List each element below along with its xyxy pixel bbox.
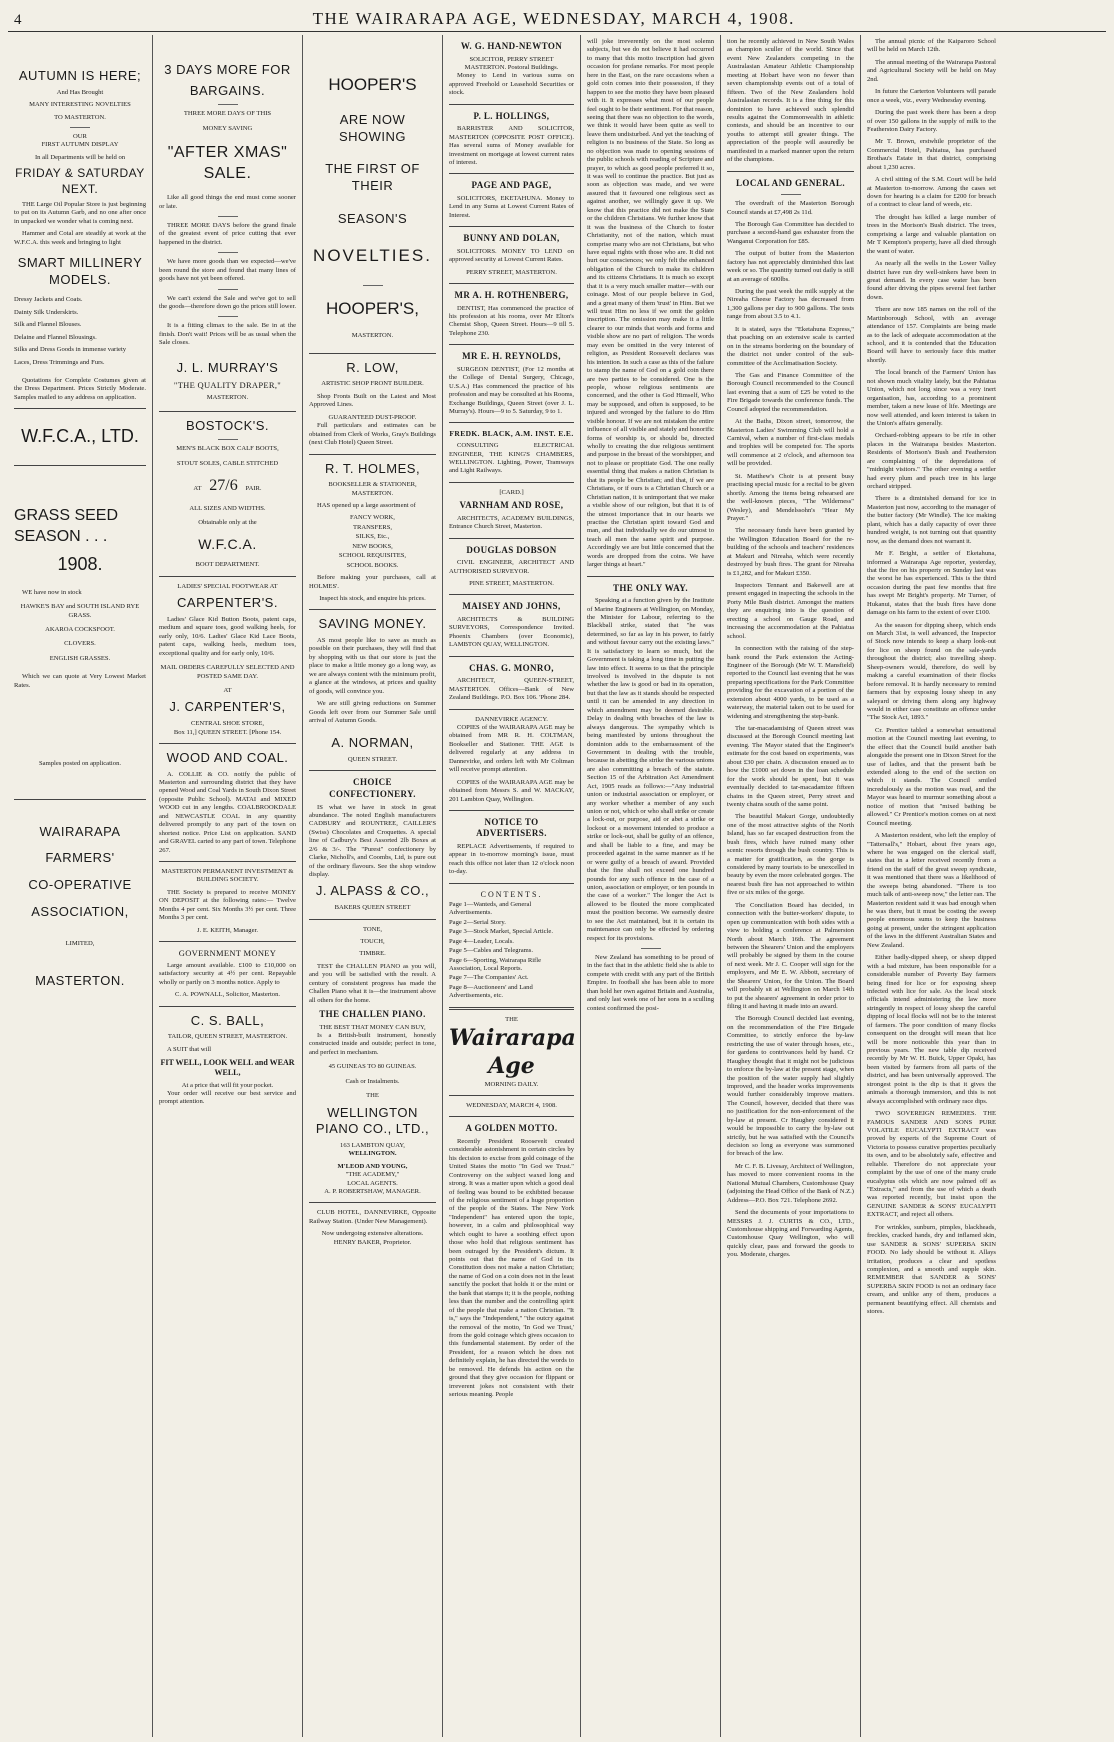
text-line: DANNEVIRKE AGENCY. (475, 715, 548, 723)
list-item: SCHOOL BOOKS. (346, 561, 399, 569)
divider (218, 252, 238, 253)
paragraph: We have more goods than we expected—we've been round the store and found that many lines of goods have not yet been offered. (159, 258, 296, 283)
holmes-items (309, 514, 436, 570)
maisey-heading: MAISEY AND JOHNS, (462, 601, 561, 612)
text-line: PINE STREET, MASTERTON. (469, 580, 554, 588)
holmes-heading: R. T. HOLMES, (324, 460, 421, 476)
monro-heading: CHAS. G. MONRO, (469, 662, 554, 673)
text-line: [CARD.] (499, 488, 524, 496)
news-paragraph: As the season for dipping sheep, which ends on March 31st, is well advanced, the Inspector of Stock now intends to keep a sharp look-out for lice on sheep found on the sale-yards throughout the district; also travelling sheep. Sheep-owners would, therefore, do well by making a careful examination of their flocks before removal. It is hardly necessary to remind farmers that by exposing lousy sheep in any saleyard or driving them along any highway would in either case constitute an offence under "The Stock Act, 1893." (867, 621, 996, 722)
news-paragraph: The Borough Council decided last evening, on the recommendation of the Fire Brigade Committee, to strictly enforce the by-law restricting the use of water through hoses, etc., for gardens to contrivances held by hand. Cr Haughey thought that it might not be judicious to enforce the by-law at the present stage, when the position of the water supply had slightly improved, and the header works improvements would further considerably improve matters. The Council, however, decided that there was no justification for the non-enforcement of the by-law at present. Cr Haughey considered it would be impossible to carry the by-law out strictly, but he was satisfied with the Council's decision so long as everyone was summoned for breach of the law. (727, 1015, 854, 1158)
divider (449, 656, 574, 657)
paragraph: will joke irreverently on the most solemn subjects, but we do not believe it had occurred to many that this motto inscription had given occasion for profane remarks. For most people here in the East, on the rare occasions when a gold coin comes into their possession, if they happen to see the motto they have been pleased with it. It expresses what most of our people feel ought to be their sentiment. For that reason, seeing that there was no objection to the words, we think it would have been quite as well to leave them undisturbed. And yet the teaching of religion is no business of the State. So long as no objection was made to opening sessions of the public schools with reading of Scripture and prayer, to which as good people preferred it so, it was well to continue the practice. But just as soon as objection was made, and we were assured that it favoured one religious sect as against another, we willingly gave it up. We know that this practice did not make the State or the children Christians. We further know that it was the business of the Church to foster Christianity, not of the nation, which must comprise many who are not Christians, but who have equal rights with those who are. It did not hurt our consciences; we only felt the enhanced obligation of the Church to make its children and its citizens Christians. It is much so except that it is a very much smaller matter—with our coinage. Most of our people believe in God, and a great many of them 'trust' in Him. But we will trust Him no less if we omit the golden inscription. The omission may make it a little clearer to our minds that words and forms and visible show are no part of religion. The words may even be omitted in the very interest of religion, as President Roosevelt declares was his intention. In such a case as this of the failure to stamp the name of God on a gold coin there are two parties to be considered. One is the people, whose religious sentiments are concerned, and the other is God Himself, Who may be supposed, and often is supposed, to be injured and wronged by the failure to do Him visible honour. If we are not mistaken the entire influence of all visible and stately and honorific forms of worship is, or should be, directed wholly to creating the due religious sentiment and purpose in the breast of the worshipper, and not to please or propitiate God. The one really essential thing that makes a nation Christian is that its people be Christian; and that, if we are Christians, or if ours is a Christian Church or a Christian nation, it is unimportant that we make a visible show of our religion, but that it is of the utmost importance that in our hearts we practise the Christian spirit toward God and man, and that individually we do our utmost to teach all men the same spirit and purpose. Accordingly we are but little concerned that the words are dropped from the coins. We have larger things at heart." (587, 38, 714, 569)
paragraph: Shop Fronts Built on the Latest and Most Approved Lines. (309, 392, 436, 409)
notice-heading: NOTICE TO ADVERTISERS. (476, 816, 547, 839)
text-line: MASTERTON PERMANENT INVESTMENT & BUILDING SOCIETY. (161, 867, 294, 884)
paragraph: A. COLLIE & CO. notify the public of Masterton and surrounding district that they have opened Wood and Coal Yards in South Dixon Street (opposite Public School). MATAI and MIXED WOOD cut in any lengths. COALBROOKDALE and NEWCASTLE COAL in any quantity delivered promptly to any part of the town on shortest notice. Price List on application. SAND and GRAVEL carted to any part of town. Telephone 267. (159, 770, 296, 854)
paragraph: Like all good things the end must come sooner or late. (159, 194, 296, 210)
sale-heading: 3 DAYS MORE FOR (164, 62, 291, 77)
text-line: BOOT DEPARTMENT. (195, 561, 260, 569)
text-line: MORNING DAILY. (484, 1080, 539, 1088)
paragraph: ARCHITECTS & BUILDING SURVEYORS, Correspondence Invited. Phoenix Chambers (over Economic), LAMBTON QUAY, WELLINGTON. (449, 615, 574, 649)
paragraph: Is a British-built instrument, honestly constructed inside and outside; perfect in tone, and perfect in mechanism. (309, 1031, 436, 1056)
text-line: J. E. KEITH, Manager. (197, 926, 258, 934)
divider (159, 1006, 296, 1007)
text-line: WAIRARAPA (39, 823, 121, 839)
text-line: A. P. ROBERTSHAW, MANAGER. (324, 1188, 421, 1196)
news-paragraph: The Gas and Finance Committee of the Borough Council recommended to the Council last evening that a sum of £25 be voted to the Fire Brigade towards the conference funds. The Council adopted the recommendation. (727, 371, 854, 413)
xmas-sale-heading: "AFTER XMAS" SALE. (167, 144, 288, 182)
hollings-heading: P. L. HOLLINGS, (473, 110, 550, 121)
text-line: FIRST AUTUMN DISPLAY (41, 141, 119, 149)
text-line: Cash or Instalments. (345, 1077, 400, 1085)
paragraph: COPIES of the WAIRARAPA AGE may be obtained from MR R. H. COLTMAN, Bookseller and Stationer. THE AGE is delivered regularly at any address in Dannevirke, and orders left with Mr Coltman will receive prompt attention. (449, 724, 574, 774)
news-paragraph: In future the Carterton Volunteers will parade once a week, viz., every Wednesday evening. (867, 88, 996, 104)
text-line: BOOKSELLER & STATIONER, MASTERTON. (328, 481, 417, 497)
news-paragraph: At the Baths, Dixon street, tomorrow, the Masterton Ladies' Swimming Club will hold a Carnival, when a number of first-class medals and trophies will be competed for. The sports will commence at 2 o'clock, and afternoon tea will be provided. (727, 418, 854, 468)
page-number: 4 (14, 12, 22, 28)
text-line: ALL SIZES AND WIDTHS. (189, 504, 266, 512)
text-line: THE FIRST OF THEIR (325, 161, 420, 193)
paragraph: Which we can quote at Very Lowest Market Rates. (14, 673, 146, 689)
column-4 (443, 35, 581, 1737)
text-line: THE BEST THAT MONEY CAN BUY, (319, 1023, 426, 1031)
text-line: STOUT SOLES, CABLE STITCHED (176, 459, 279, 467)
divider (449, 709, 574, 710)
paragraph: Speaking at a function given by the Institute of Marine Engineers at Wellington, on Monday, the Minister for Labour, referring to the Blackball strike, stated that "he was determined, so far as lay in his power, to fairly and without favour carry out the existing laws." It is satisfactory to learn so much, but the Government is taking a long time in putting the law into effect. It seems to us that the principle involved is involved in the dispute is not whether the law is good or bad in its operation, but that the law as it stands should be respected until it can be amended in any direction in which amendment may be deemed desirable. Delay in dealing with breaches of the law is always dangerous. The sympathy which is being manifested by unions throughout the dominion adds to the embarrassment of the Government in dealing with the trouble, because in abetting the strike the various unions are also committing a breach of the statute. Section 15 of the Arbitration Act Amendment Act, 1905 reads as follows:—"Any industrial union or industrial association or employer, or any worker whether a member of any such union or not, which or who shall strike or create a lock-out, or purpose, aid or abet a strike or lockout or a movement intended to produce a strike or lock-out, shall be guilty of an offence, and shall be liable to a fine, and may be proceeded against in the same manner as if he or were guilty of a breach of award. Provided that the fine shall not exceed one hundred pounds for any such offence in the case of a union, association or employer, or ten pounds in the case of a worker." The longer the Act is allowed to be flouted the more complicated must the position become. We earnestly desire to see the Act maintained, but it is certain its maintenance can only be effected by ordering respect for its provisions. (587, 597, 715, 942)
list-item: Dainty Silk Underskirts. (14, 308, 79, 316)
text-line: NOVELTIES. (313, 246, 432, 266)
text-line: MASTERTON. (35, 972, 125, 988)
carpenters-heading: CARPENTER'S. (177, 595, 278, 611)
divider (781, 194, 801, 195)
paragraph: ARCHITECTS, ACADEMY BUILDINGS, Entrance Church Street, Masterton. (449, 514, 574, 531)
local-general-heading: LOCAL AND GENERAL. (736, 177, 845, 188)
paragraph: REPLACE Advertisements, if required to appear in to-morrow morning's issue, must reach this office not later than 12 o'clock noon to-day. (449, 842, 574, 876)
news-paragraphs (867, 38, 996, 1317)
news-paragraph: Either badly-dipped sheep, or sheep dipped with a bad mixture, has been responsible for a considerable number of Poverty Bay farmers being fined for lice or for exposing sheep infected with lice for sale. As the local stock officials intend administering the law more stringently in respect of lousy sheep the careful dipping of local flocks will not be to the interest of farmers. The poor condition of many flocks consequent on the drought will mean that lice will be more noticeable this year than in previous years. The new table dip received recently by Mr W. H. Buick, Upper Opaki, has been visited by farmers from all parts of the district, and has been universally approved. The strongest point is the dip is that it gives the animals a thorough immersion, and this is not always accomplished with ordinary race dips. (867, 954, 996, 1105)
sale-heading: BARGAINS. (189, 82, 266, 98)
list-item: Dressy Jackets and Coats. (14, 296, 83, 304)
paragraph: Quotations for Complete Costumes given at the Dress Department. Prices Strictly Moderate. Samples mailed to any address on application. (14, 377, 146, 401)
text-line: AT (223, 687, 232, 694)
divider (363, 285, 383, 286)
text-line: MASTERTON. (206, 394, 249, 402)
paragraph: IS what we have in stock in great abundance. The noted English manufacturers CADBURY and ROUNTREE, CAILLER'S (Swiss) Chocolates and Croquettes. A special line of Cadbury's Best Assorted 2lb Boxes at 2/6 & 3/-. The "Purest" confectionery by Clarke, Nicholl's, and Coombs, Ltd, is pure out of the ordinary flavours. See the shop window display. (309, 803, 436, 878)
newspaper-nameplate: Wairarapa Age (449, 1025, 576, 1080)
divider (449, 173, 574, 174)
column-1 (8, 35, 153, 1737)
columns (8, 35, 1106, 1737)
divider (449, 283, 574, 284)
item-list (14, 296, 146, 367)
list-item: NEW BOOKS, (352, 542, 393, 550)
text-line: TO MASTERTON. (54, 113, 106, 121)
divider (218, 439, 238, 440)
text-line: ARTISTIC SHOP FRONT BUILDER. (321, 380, 424, 388)
paragraph: WE have now in stock (22, 588, 82, 596)
text-line: CO-OPERATIVE (28, 876, 132, 892)
text-line: MONEY SAVING (202, 124, 253, 132)
list-item: Silks and Dress Goods in immense variety (14, 346, 127, 354)
text-line: PAIR. (245, 485, 262, 493)
text-line: LIMITED, (65, 940, 95, 948)
rothenberg-heading: MR A. H. ROTHENBERG, (454, 290, 569, 301)
news-paragraph: During the past week there has been a drop of over 150 gallons in the supply of milk to the Featherston Dairy Factory. (867, 109, 996, 133)
paragraph: New Zealand has something to be proud of in the fact that in the athletic field she is able to compete with credit with any part of the British Empire. In football she has been able to more than hold her own against Britain and Australia, and only last week one of her sons in a sculling contest confirmed the posi- (587, 954, 714, 1012)
divider (218, 216, 238, 217)
column-3 (303, 35, 443, 1737)
text-line: AT (193, 485, 202, 493)
list-item: Page 4—Leader, Locals. (449, 937, 514, 945)
divider (449, 538, 574, 539)
text-line: HENRY BAKER, Proprietor. (333, 1238, 412, 1246)
text-line: 45 GUINEAS TO 80 GUINEAS. (328, 1063, 417, 1071)
news-paragraph: For wrinkles, sunburn, pimples, blackheads, freckles, cracked hands, dry and inflamed skin, use SANDER & SONS' SUPERBA SKIN FOOD. No lady should be without it. Allays irritation, produces a clear and spotless complexion, and a smooth and supple skin. REMEMBER that SANDER & SONS' SUPERBA SKIN FOOD is not an ordinary face cream, and unlike any of them, produces a permanent beautifying effect. All chemists and stores. (867, 1223, 996, 1316)
divider (309, 353, 436, 354)
text-line: PERRY STREET, MASTERTON. (466, 268, 557, 276)
paragraph: THE Large Oil Popular Store is just beginning to put on its Autumn Garb, and no one after once in unpacked we wonder what is coming next. (14, 200, 146, 225)
farmers-block (14, 824, 146, 921)
text-line: HOOPER'S, (326, 299, 419, 319)
paragraph: BARRISTER AND SOLICITOR, MASTERTON (OPPOSITE POST OFFICE). Has several sums of Money available for investment on mortgage at lowest current rates of interest. (449, 125, 574, 166)
divider (14, 799, 146, 800)
text-line: Obtainable only at the (198, 519, 257, 527)
paragraph: CLUB HOTEL, DANNEVIRKE, Opposite Railway Station. (Under New Management). (309, 1209, 436, 1225)
challen-heading: THE CHALLEN PIANO. (319, 1009, 426, 1019)
list-item: Page 2—Serial Story. (449, 918, 506, 926)
paragraph: It is a fitting climax to the sale. Be in at the finish. Don't wait! Prices will be as usual when the Sale closes. (159, 322, 296, 347)
divider (309, 919, 436, 920)
text-line: THREE MORE DAYS OF THIS (183, 110, 272, 118)
contents-list (449, 901, 574, 1001)
text-line: TAILOR, QUEEN STREET, MASTERTON. (167, 1033, 288, 1041)
news-paragraph: The necessary funds have been granted by the Wellington Education Board for the re-building of the schools and teachers' residences at Makuri and Nireaha, which were recently destroyed by bush fires. The grant for Nireaha is £1,282, and for Makuri £350. (727, 527, 854, 577)
paragraph: Your order will receive our best service and prompt attention. (159, 1090, 296, 1106)
news-paragraph: The drought has killed a large number of trees in the Morison's Bush district. The trees, comprising a large and valuable plantation on Mr T Kempton's property, have all died through the want of water. (867, 213, 996, 255)
divider (727, 171, 854, 172)
divider (449, 1007, 574, 1010)
news-paragraph: Mr F. Bright, a settler of Eketahuna, informed a Wairarapa Age reporter, yesterday, that the fire on his property on Sunday last was the worst he has experienced. This is the third occasion during the past few months that fire has swept Mr Bright's property. Mr Turner, of Hukanui, states that the bush fires have done damage on his farm to the extent of over £100. (867, 550, 996, 617)
text-line: LOCAL AGENTS. (347, 1179, 398, 1187)
paragraph: tion he recently achieved in New South Wales as champion sculler of the world. Since that event New Zealanders competing in the Australasian Amateur Athletic Championship meeting at Hobart have won no fewer than seven championship events out of a total of fifteen. Two of the New Zealanders hold Australasian records. It is a fine thing for this dominion to have achieved such splendid results against the Commonwealth in athletic contests, and should be an incentive to our youths to attempt still greater things. The appreciation of the people will assuredly be manifested in a marked manner upon the return of the champions. (727, 38, 854, 164)
text-line: ARE NOW SHOWING (338, 112, 407, 144)
news-paragraph: In connection with the raising of the step-bank round the Park extension the Acting-Engineer of the Borough (Mr W. T. Mansfield) reported to the Council last evening that he was preparing specifications for the Park Committee providing for the excavation of a portion of the extension about 4000 yards, to be used as a waterway, the material taken out to be used for widening and strengthening the step-bank. (727, 645, 854, 720)
divider (159, 941, 296, 942)
column-5 (581, 35, 721, 1737)
wfca-heading: W.F.C.A., LTD. (21, 426, 139, 447)
text-line: "THE QUALITY DRAPER," (173, 380, 282, 391)
text-line: CLOVERS. (64, 640, 96, 648)
news-paragraph: The tar-macadamising of Queen street was discussed at the Borough Council meeting last evening. The Mayor stated that the Engineer's estimate for the cost based on experiments, was about £30 per chain. A discussion ensued as to how the £1000 set down in the loan schedule for the work should be spent, but it was eventually decided to tar-macadamize fifteen chains in the Queen street, Perry street and twenty chains south of the same point. (727, 725, 854, 808)
choice-heading: CHOICE CONFECTIONERY. (329, 777, 416, 799)
text-line: M'LEOD AND YOUNG, (337, 1162, 408, 1170)
news-paragraph: The Borough Gas Committee has decided to purchase a second-hand gas exhauster from the Wanganui Corporation for £85. (727, 220, 854, 245)
local-news-list (727, 200, 854, 1260)
news-paragraph: During the past week the milk supply at the Nireaha Cheese Factory has decreased from 1,300 gallons per day to 900 gallons. The tests range from about 3.5 to 4.1. (727, 288, 854, 321)
text-line: ENGLISH GRASSES. (49, 654, 111, 662)
newton-heading: W. G. HAND-NEWTON (460, 41, 563, 51)
paragraph: We are still giving reductions on Summer Goods left over from our Summer Sale until arrival of Autumn Goods. (309, 700, 436, 724)
text-line: 163 LAMBTON QUAY, (340, 1141, 405, 1149)
divider (449, 810, 574, 811)
divider (641, 948, 661, 949)
paragraph: Money to Lend in various sums on approved Freehold or Leasehold Securities or stock. (449, 72, 574, 97)
grass-heading: GRASS SEED SEASON . . . (14, 506, 119, 545)
divider (218, 104, 238, 105)
text-line: J. CARPENTER'S, (169, 699, 286, 715)
norman-heading: A. NORMAN, (331, 735, 414, 751)
list-item: FANCY WORK, (350, 514, 395, 522)
divider (449, 226, 574, 227)
divider (449, 482, 574, 483)
text-line: GOVERNMENT MONEY (178, 948, 277, 958)
divider (309, 1202, 436, 1203)
list-item: TRANSFERS, (352, 523, 393, 531)
paragraph: THREE MORE DAYS before the grand finale of the greatest event of price cutting that ever happened in the district. (159, 221, 296, 246)
text-line: OUR (73, 132, 87, 140)
text-line: TOUCH, (360, 937, 385, 945)
paragraph: CONSULTING ELECTRICAL ENGINEER, THE KING'S CHAMBERS, WELLINGTON. Lighting, Power, Tramways and Light Railways. (449, 442, 574, 475)
list-item: SCHOOL REQUISITES, (338, 552, 407, 560)
news-paragraph: Cr. Prentice tabled a somewhat sensational motion at the Council meeting last evening, to the effect that the Council build another bath alongside the present one in Dixon Street for the use of ladies, and that the present bath be extended along to the end of the section on which it stands. The Council smiled incredulously as the motion was read, and the Mayor was heard to murmur something about a notice of motion that "mixed bathing be allowed." Cr Prentice's motion comes on at next Council meeting. (867, 726, 996, 827)
alpass-heading: J. ALPASS & CO., (315, 883, 430, 899)
millinery-heading: SMART MILLINERY MODELS. (17, 255, 143, 287)
paragraph: We can't extend the Sale and we've got to sell the goods—therefore down go the prices still lower. (159, 294, 296, 310)
paragraph: Recently President Roosevelt created considerable astonishment in certain circles by his decision to excise from gold coinage of the United States the motto "In God we Trust." Controversy on the subject waxed long and strong. It was a matter upon which a good deal of feeling was bound to be exhibited because of the religious sentiment of a huge proportion of the people of the States. The New York "Independent" has entered upon the topic, however, in a calm and philosophical way which ought to have a soothing effect upon those who hold that religious sentiment has been outraged by the President's dictum. It points out that the name of God in its Constitution does not make a nation Christian; the name of God on a coin does not in the least sanctify the pocket that holds it or the mint or the bank that stamps it; it is the people, nothing less than the number and the controlling spirit of the people that make a nation Christian. "It is," says the "Independent," "the outcry against the removal of the motto, 'In God we Trust,' from the gold coinage which gives occasion to this fundamental statement. By order of the President, for a reason which he does not definitely explain, he has directed the words to be removed. He defends his action on the ground that they give occasion for flippant or irreverent jokes not consistent with their serious meaning. People (449, 1137, 574, 1399)
ball-heading: C. S. BALL, (190, 1012, 265, 1028)
text-line: WELLINGTON. (348, 1150, 397, 1158)
text-line: C. A. POWNALL, Solicitor, Masterton. (174, 991, 281, 999)
murray-heading: J. L. MURRAY'S (176, 359, 279, 375)
news-paragraph: The local branch of the Farmers' Union has not shown much vitality lately, but the Pahiatua Union, which not long since was a very inert organisation, has, according to a prominent member, taken a new lease of life. Meetings are now well attended, and keen interest is taken in the Union's affairs generally. (867, 369, 996, 427)
text-line: TIMBRE. (359, 950, 386, 958)
bunny-heading: BUNNY AND DOLAN, (463, 233, 560, 244)
text-line: FIT WELL, LOOK WELL and WEAR WELL, (160, 1058, 295, 1078)
paragraph: THE Society is prepared to receive MONEY ON DEPOSIT at the following rates:— Twelve Months 4 per cent. Six Months 3½ per cent. Three Months 3 per cent. (159, 888, 296, 922)
divider (159, 861, 296, 862)
paragraph: DENTIST, Has commenced the practice of his profession at his rooms, over Mr Elton's Chemist Shop, Queen Street. Hours—9 till 5. Telephone 230. (449, 304, 574, 337)
paragraph: CIVIL ENGINEER, ARCHITECT AND AUTHORISED SURVEYOR. (449, 559, 574, 575)
text-line: FARMERS' (45, 850, 115, 866)
text-line: LADIES' SPECIAL FOOTWEAR AT (177, 582, 278, 590)
divider (14, 465, 146, 466)
news-paragraph: The annual picnic of the Kaiparoro School will be held on March 12th. (867, 38, 996, 54)
news-paragraph: There is a diminished demand for ice in Masterton just now, according to the manager of the butter factory (Mr Windle). The ice making plant, which has a daily capacity of over three hundred weight, is not turning out that quantity now, as the demand does not warrant it. (867, 495, 996, 545)
news-paragraph: A Masterton resident, who left the employ of "Tattersall's," Hobart, about five years ago, where he was engaged on the clerical staff, states that in a letter received recently from a friend on the staff of the great sweep syndicate, it was mentioned that there was a likelihood of the sweeps being abandoned. "There is too much talk of anti-sweep now," the letter ran. The Masterton resident said it was bad enough when he was there, but it must be costing the sweep people enormous sums to keep the business going at present, under the stringent application of the laws in the different Australian States and New Zealand. (867, 832, 996, 949)
saving-heading: SAVING MONEY. (318, 616, 427, 632)
news-paragraph: St. Matthew's Choir is at present busy practising special music for a recital to be given shortly. Among the items being rehearsed are the well-known pieces, "The Wilderness" (Wesley), and Mendelssohn's "Hear My Prayer." (727, 472, 854, 522)
text-line: MASTERTON. (351, 332, 394, 340)
divider (449, 1116, 574, 1117)
divider (218, 289, 238, 290)
paragraph: A SUIT that will (167, 1045, 212, 1053)
divider (587, 576, 714, 577)
paragraph: Hammer and Cotal are steadily at work at the W.F.C.A. this week and bringing to light (14, 230, 146, 246)
news-paragraph: It is stated, says the "Eketahuna Express," that poaching on an extensive scale is carried on in the streams bordering on the boundary of the district not under control of the sub-committee of the Acclimatisation Society. (727, 325, 854, 367)
text-line: Now undergoing extensive alterations. (321, 1230, 424, 1238)
divider (309, 454, 436, 455)
paragraph: Full particulars and estimates can be obtained from Clerk of Works, Gray's Buildings (next Club Hotel) Queen Street. (309, 422, 436, 447)
divider (449, 104, 574, 105)
black-heading: FREDK. BLACK, A.M. INST. E.E. (449, 429, 574, 439)
text-line: Inspect his stock, and enquire his prices. (319, 594, 426, 602)
divider (159, 576, 296, 577)
news-paragraph: TWO SOVEREIGN REMEDIES. THE FAMOUS SANDER AND SONS PURE VOLATILE EUCALYPTI EXTRACT was proved by experts of the Supreme Court of Victoria to possess curative properties peculiarly its own, and to be absolutely safe, effective and reliable. Therefore do not appreciate your complaint by the use of one of the many crude eucalyptus oils which are now palmed off as "Extracts," and from the use of which a death was reported recently, but insist upon the GENUINE SANDER & SONS' EUCALYPTI EXTRACT, and reject all others. (867, 1110, 996, 1219)
list-item: SILKS, Etc., (355, 533, 390, 541)
column-7 (861, 35, 1002, 1737)
contents-heading: CONTENTS. (480, 889, 543, 899)
news-paragraph: Inspectors Tennant and Bakewell are at present engaged in inspecting the schools in the Porty Mile Bush district. Amongst the matters they are enquiring into is the question of erecting a school on Gauge Road, and increasing the accommodation at the Pahiatua school. (727, 582, 854, 640)
dobson-heading: DOUGLAS DOBSON (466, 544, 557, 555)
text-line: Box 11,] QUEEN STREET. [Phone 154. (173, 728, 282, 736)
text-line: SOLICITOR, PERRY STREET MASTERTON. Postoral Buildings. (464, 55, 559, 71)
list-item: Page 3—Stock Market, Special Article. (449, 928, 554, 936)
page-page-heading: PAGE AND PAGE, (471, 180, 552, 191)
text-line: MAIL ORDERS CAREFULLY SELECTED AND POSTED SAME DAY. (160, 664, 295, 680)
hoopers-heading: HOOPER'S (328, 75, 417, 94)
text-line: At a price that will fit your pocket. (181, 1081, 274, 1089)
list-item: Page 5—Cables and Telegrams. (449, 947, 534, 955)
list-item: Silk and Flannel Blouses. (14, 321, 82, 329)
paragraph: HAS opened up a large assortment of (317, 502, 416, 510)
list-item: Page 8—Auctioneers' and Land Advertisements, etc. (449, 983, 533, 1000)
masthead (8, 8, 1106, 32)
news-paragraph: Mr C. F. B. Livesay, Architect of Wellington, has moved to more convenient rooms in the National Mutual Chambers, Customhouse Quay (adjoining the Head Office of the Bank of N.Z.) Address—P.O. Box 721. Telephone 2692. (727, 1162, 854, 1204)
text-line: QUEEN STREET. (347, 756, 398, 764)
price-line (159, 476, 296, 496)
divider (449, 594, 574, 595)
divider (449, 422, 574, 423)
year-heading: 1908. (57, 554, 103, 575)
text-line: CENTRAL SHOE STORE, (190, 720, 265, 728)
low-heading: R. LOW, (346, 359, 399, 375)
boot-price: 27/6 (209, 477, 238, 495)
divider (218, 316, 238, 317)
news-paragraph: The Conciliation Board has decided, in connection with the butter-workers' dispute, to open up communication with both sides with a view to holding a conference at Palmerston North about March 16th. The agreement between the Shearers' Union and the employers will probably be signed by them in the course of next week. Mr J. C. Cooper will sign for the employers, and Mr E. W. Abbott, secretary of the Shearers' Union, for the Union. The Board will probably sit at Wellington on March 14th to put the shearers' agreement in order prior to filing it and having it made into an award. (727, 901, 854, 1011)
text-line: WEDNESDAY, MARCH 4, 1908. (466, 1101, 557, 1109)
list-item: Page 6—Sporting, Wairarapa Rifle Association, Local Reports. (449, 956, 542, 973)
paragraph: SURGEON DENTIST, (For 12 months at the College of Dental Surgery, Chicago, U.S.A.) Has commenced the practice of his profession and may be consulted at his Rooms, Exchange Buildings, Queen Street (over J. L. Murray's). Hours—9 to 5. Saturday, 9 to 1. (449, 365, 574, 416)
news-paragraph: There are now 185 names on the roll of the Martinborough School, with an average attendance of 157. Complaints are being made as to the lack of adequate accommodation at the school, and it is contended that the Education Board will have to seriously face this matter shortly. (867, 306, 996, 364)
divider (309, 609, 436, 610)
text-line: "THE ACADEMY," (345, 1171, 400, 1179)
only-way-heading: THE ONLY WAY. (613, 582, 688, 593)
column-6 (721, 35, 861, 1737)
list-item: Page 1—Wanteds, and General Advertisements. (449, 900, 532, 917)
paragraph: TEST the CHALLEN PIANO as you will, and you will be satisfied with the result. A century of consistent progress has made the Challen Piano what it is—the instrument above all others for the home. (309, 962, 436, 1004)
text-line: ASSOCIATION, (31, 903, 129, 919)
autumn-heading: AUTUMN IS HERE; (18, 68, 142, 83)
news-paragraph: A civil sitting of the S.M. Court will be held at Masterton to-morrow. Among the cases set down for hearing is a claim for £200 for breach of a contract to clear land of weeds, etc. (867, 176, 996, 209)
divider (70, 127, 90, 128)
text-line: In all Departments will be held on (34, 153, 126, 161)
divider (159, 411, 296, 412)
divider (14, 408, 146, 409)
wood-coal-heading: WOOD AND COAL. (166, 749, 289, 765)
news-paragraph: Orchard-robbing appears to be rife in other places in the Wairarapa besides Masterton. Residents of Morison's Bush and Featherston are complaining of the depredations of "midnight visitors." The other evening a settler had every plum and peach tree in his large orchard stripped. (867, 432, 996, 490)
news-paragraph: The output of butter from the Masterton factory has not appreciably diminished this last week or so. The quantity turned out daily is still at an average of 600lbs. (727, 250, 854, 283)
text-line: BAKERS QUEEN STREET (334, 904, 411, 912)
newspaper-title: THE WAIRARAPA AGE, WEDNESDAY, MARCH 4, 1908. (312, 9, 795, 28)
news-paragraph: The beautiful Makuri Gorge, undoubtedly one of the most attractive sights of the North Island, has so far escaped destruction from the bush fires, which have ruined many other scenic resorts through the bush country. This is a matter for gratification, as the gorge is considered by many tourists to be unexcelled in beauty by even the more celebrated gorges. The nearest bush fire has not approached to within five or six miles of the gorge. (727, 813, 854, 897)
news-paragraph: Send the documents of your importations to MESSRS J. J. CURTIS & CO., LTD., Customhouse shipping and Forwarding Agents, Customhouse Quay Wellington, who will quickly clear, pass and forward the goods to you. Moderate, charges. (727, 1209, 854, 1259)
paragraph: Large amount available. £100 to £10,000 on satisfactory security at 4½ per cent. Repayable wholly or partly on 3 months notice. Apply to (159, 961, 296, 986)
text-line: MEN'S BLACK BOX CALF BOOTS, (176, 445, 279, 453)
divider (309, 770, 436, 771)
paragraph: AS most people like to save as much as possible on their purchases, they will find that by shopping with us that our store is just the place to make a little money go a long way, as we are always content with the minimum profit, a glance at the windows, at prices and quality of goods, will convince you. (309, 637, 436, 695)
text-line: Samples posted on application. (38, 760, 122, 768)
paragraph: Before making your purchases, call at HOLMES'. (309, 574, 436, 590)
friday-heading: FRIDAY & SATURDAY NEXT. (15, 166, 145, 196)
paragraph: ARCHITECT, QUEEN-STREET, MASTERTON. Offices—Bank of New Zealand Buildings. P.O. Box 106. 'Phone 284. (449, 677, 574, 702)
reynolds-heading: MR E. H. REYNOLDS, (462, 351, 561, 362)
news-paragraph: The annual meeting of the Wairarapa Pastoral and Agricultural Society will be held on May 2nd. (867, 58, 996, 83)
text-line: TONE, (362, 925, 383, 933)
divider (159, 743, 296, 744)
divider (449, 883, 574, 884)
text-line: THE (366, 1092, 379, 1100)
varnham-heading: VARNHAM AND ROSE, (459, 500, 564, 511)
text-line: SEASON'S (337, 210, 408, 226)
paragraph: SOLICITORS. MONEY TO LEND on approved security at Lowest Current Rates. (449, 247, 574, 264)
paragraph: COPIES of the WAIRARAPA AGE may be obtained from Messrs S. and W. MACKAY, 201 Lambton Quay, Wellington. (449, 778, 574, 803)
text-line: And Has Brought (56, 88, 104, 96)
text-line: W.F.C.A. (198, 535, 257, 552)
paragraph: SOLICITORS, EKETAHUNA. Money to Lend in any Sums at Lowest Current Rates of Interest. (449, 194, 574, 219)
news-paragraph: As nearly all the wells in the Lower Valley district have run dry well-sinkers have been in great demand. In every case water has been found after driving the pipes several feet farther down. (867, 260, 996, 301)
golden-motto-heading: A GOLDEN MOTTO. (465, 1123, 558, 1134)
text-line: GUARANTEED DUST-PROOF. (328, 413, 417, 421)
paragraph: Ladies' Glace Kid Button Boots, patent caps, medium and square toes, good walking heels, for early only, 10/6. Ladies' Glace Kid Lace Boots, patent caps, walking heels, medium toes, exceptional quality and for early only, 10/6. (159, 615, 296, 657)
list-item: Page 7—The Companies' Act. (449, 974, 529, 982)
bostock-heading: BOSTOCK'S. (185, 417, 270, 433)
text-line: HAWKE'S BAY and SOUTH ISLAND RYE GRASS. (20, 603, 140, 619)
divider (449, 344, 574, 345)
list-item: Laces, Dress Trimmings and Furs. (14, 358, 105, 366)
news-paragraph: The overdraft of the Masterton Borough Council stands at £7,498 2s 11d. (727, 200, 854, 216)
text-line: MANY INTERESTING NOVELTIES (29, 101, 131, 109)
text-line: AKAROA COCKSFOOT. (45, 626, 115, 634)
list-item: Delaine and Flannel Blousings. (14, 333, 97, 341)
column-2 (153, 35, 303, 1737)
news-paragraph: Mr T. Brown, erstwhile proprietor of the Commercial Hotel, Pahiatua, has purchased Brothau's Estate in that district, comprising about 1,230 acres. (867, 138, 996, 171)
text-line: THE (505, 1015, 518, 1023)
wellington-piano-heading: WELLINGTON PIANO CO., LTD., (315, 1104, 430, 1137)
divider (449, 1095, 574, 1096)
